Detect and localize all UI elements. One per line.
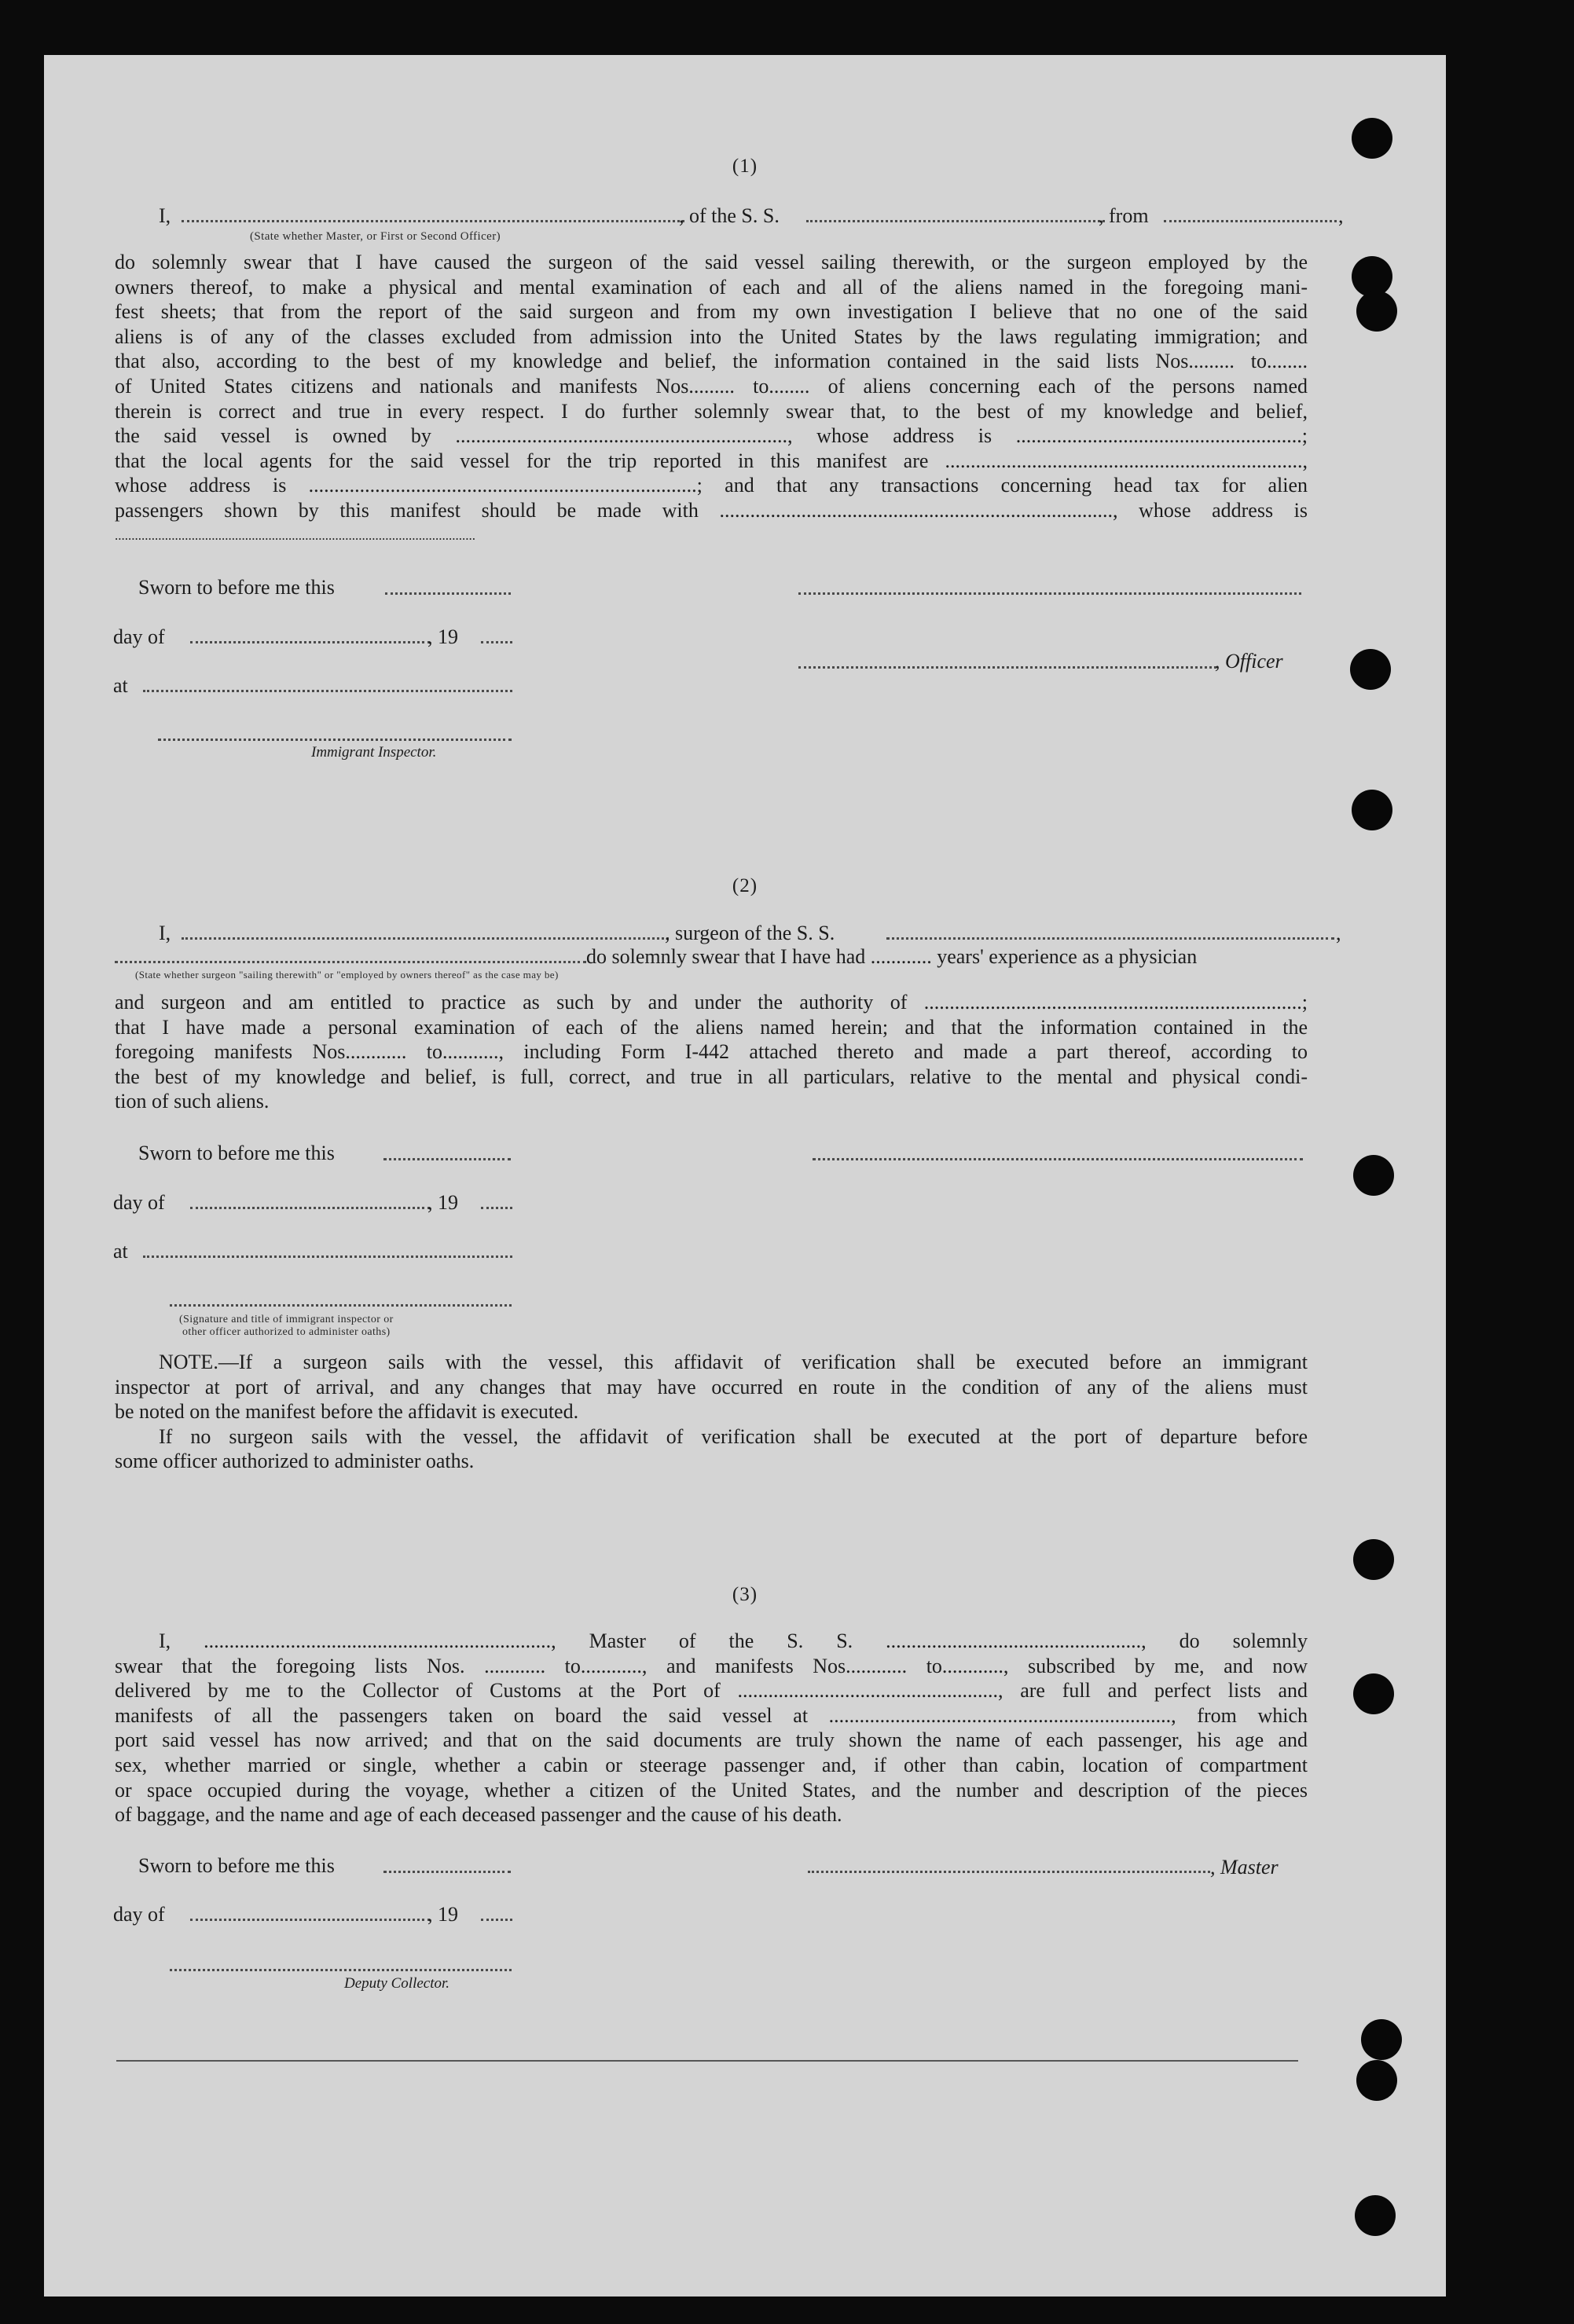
note-line: be noted on the manifest before the affidavit is executed. [115,1400,579,1424]
inspector-signature-blank[interactable] [158,739,512,741]
body-line: tion of such aliens. [115,1090,270,1113]
body-line: foregoing manifests Nos............ to..........., including Form I-442 attached thereto and made a part thereof, according to [115,1040,1308,1064]
body-line: that the local agents for the said vessel for the trip reported in this manifest are ......................................................................, [115,449,1308,472]
signature-caption: other officer authorized to administer oaths) [182,1326,391,1338]
master-signature-blank[interactable] [808,1871,1210,1873]
sworn-label: Sworn to before me this [138,1142,335,1164]
body-line: delivered by me to the Collector of Customs at the Port of ..................................................., are full and perfect lists and [115,1679,1308,1703]
note-line: inspector at port of arrival, and any changes that may have occurred en route in the condition of any of the aliens must [115,1375,1308,1398]
section-3-number: (3) [732,1584,758,1605]
at-label: at [113,674,128,697]
body-line: fest sheets; that from the report of the said surgeon and from my own investigation I believe that no one of the said [115,300,1308,324]
punch-hole [1353,1673,1394,1714]
body-line: passengers shown by this manifest should be made with ............................................................................., whose address is [115,498,1308,522]
note-line: If no surgeon sails with the vessel, the affidavit of verification shall be executed at the port of departure before [159,1424,1308,1448]
punch-hole [1352,118,1392,159]
ship-name-blank[interactable] [806,220,1105,222]
form-page [44,55,1446,2297]
section-1-from: , from [1099,204,1149,227]
punch-hole [1350,649,1391,690]
day-of-label: day of [113,1903,165,1926]
body-line: I, ...................................................................., Master of the S. S. .................................................., do solemnly [159,1629,1308,1652]
body-line: and surgeon and am entitled to practice as such by and under the authority of ..........................................................................; [115,991,1308,1014]
punch-hole [1356,291,1397,332]
body-line: or space occupied during the voyage, whether a citizen of the United States, and the number and description of the pieces [115,1778,1308,1802]
collector-label: Deputy Collector. [344,1975,450,1992]
sworn-date-blank[interactable] [385,592,511,595]
body-line: aliens is of any of the classes excluded from admission into the United States by the laws regulating immigration; and [115,324,1308,348]
body-line: swear that the foregoing lists Nos. ............ to............, and manifests Nos............ to............, subscribed by me, and now [115,1654,1308,1677]
master-label: , Master [1210,1856,1279,1879]
section-2-surgeon: , surgeon of the S. S. [665,922,835,944]
officer-line-blank[interactable] [798,666,1216,669]
punch-hole [1355,2195,1396,2236]
year-label: , 19 [427,1903,458,1926]
bottom-rule [116,2060,1298,2062]
sworn-date-blank[interactable] [383,1871,511,1873]
year-blank[interactable] [481,1207,512,1209]
from-port-blank[interactable] [1164,220,1337,222]
section-1-i: I, [159,204,171,227]
punch-hole [1361,2019,1402,2060]
section-1-of-ss: , of the S. S. [679,204,780,227]
section-2-line2: do solemnly swear that I have had ............ years' experience as a physician [586,945,1198,968]
at-place-blank[interactable] [143,690,512,692]
body-line: of United States citizens and nationals and manifests Nos......... to........ of aliens concerning each of the persons named [115,374,1308,398]
punch-hole [1356,2060,1397,2101]
body-line: owners thereof, to make a physical and mental examination of each and all of the aliens named in the foregoing mani- [115,275,1308,299]
day-of-blank[interactable] [190,641,430,643]
body-line: whose address is ............................................................................; and that any transactions concerning head tax for alien [115,474,1308,497]
officer-rank-caption: (State whether Master, or First or Second Officer) [250,230,501,243]
day-of-label: day of [113,1191,165,1214]
surgeon-signature-blank[interactable] [813,1158,1303,1160]
officer-label: , Officer [1215,650,1283,673]
year-blank[interactable] [481,641,512,643]
section-2-body [115,990,1308,1114]
section-2-number: (2) [732,875,758,896]
body-line: manifests of all the passengers taken on board the said vessel at ..................................................................., from which [115,1703,1308,1727]
note-line: some officer authorized to administer oaths. [115,1450,475,1473]
body-line: therein is correct and true in every respect. I do further solemnly swear that, to the best of my knowledge and belief, [115,399,1308,423]
surgeon-name-blank[interactable] [182,937,669,940]
officer-signature-blank[interactable] [798,592,1301,595]
day-of-blank[interactable] [190,1207,430,1209]
body-line: that I have made a personal examination of each of the aliens named herein; and that the information contained in the [115,1015,1308,1039]
collector-signature-blank[interactable] [170,1969,512,1971]
sworn-label: Sworn to before me this [138,576,335,599]
comma: , [1338,204,1344,227]
punch-hole [1352,790,1392,830]
body-line: ............................................................................................................ [115,527,475,543]
body-line: port said vessel has now arrived; and that on the said documents are truly shown the name of each passenger, his age and [115,1728,1308,1752]
section-1-number: (1) [732,156,758,177]
body-line: do solemnly swear that I have caused the surgeon of the said vessel sailing therewith, or the surgeon employed by the [115,251,1308,273]
note-line: NOTE.—If a surgeon sails with the vessel, this affidavit of verification shall be executed before an immigrant [159,1351,1308,1373]
year-blank[interactable] [481,1919,512,1921]
day-of-label: day of [113,625,165,648]
at-label: at [113,1240,128,1263]
body-line: the said vessel is owned by ................................................................., whose address is ........................................................; [115,424,1308,448]
year-label: , 19 [427,1191,458,1214]
body-line: that also, according to the best of my knowledge and belief, the information contained in the said lists Nos......... to........ [115,350,1308,373]
surgeon-status-blank[interactable] [115,961,586,963]
section-2-note [115,1350,1308,1474]
year-label: , 19 [427,625,458,648]
section-1-body [115,250,1308,548]
surgeon-ship-blank[interactable] [886,937,1334,940]
body-line: of baggage, and the name and age of each deceased passenger and the cause of his death. [115,1803,842,1827]
officer-rank-blank[interactable] [182,220,684,222]
surgeon-status-caption: (State whether surgeon "sailing therewith" or "employed by owners thereof" as the case may be) [135,969,559,981]
section-3-body [115,1629,1308,1827]
section-2-i: I, [159,922,171,944]
sworn-date-blank[interactable] [383,1158,511,1160]
sworn-label: Sworn to before me this [138,1854,335,1877]
inspector-label: Immigrant Inspector. [311,744,437,761]
body-line: sex, whether married or single, whether a cabin or steerage passenger and, if other than cabin, location of compartment [115,1753,1308,1776]
body-line: the best of my knowledge and belief, is full, correct, and true in all particulars, relative to the mental and physical condi- [115,1065,1308,1088]
inspector-signature-blank[interactable] [170,1304,512,1307]
punch-hole [1353,1539,1394,1580]
at-place-blank[interactable] [143,1255,512,1258]
comma: , [1336,922,1341,944]
day-of-blank[interactable] [190,1919,430,1921]
signature-caption: (Signature and title of immigrant inspector or [179,1314,394,1325]
punch-hole [1353,1155,1394,1196]
